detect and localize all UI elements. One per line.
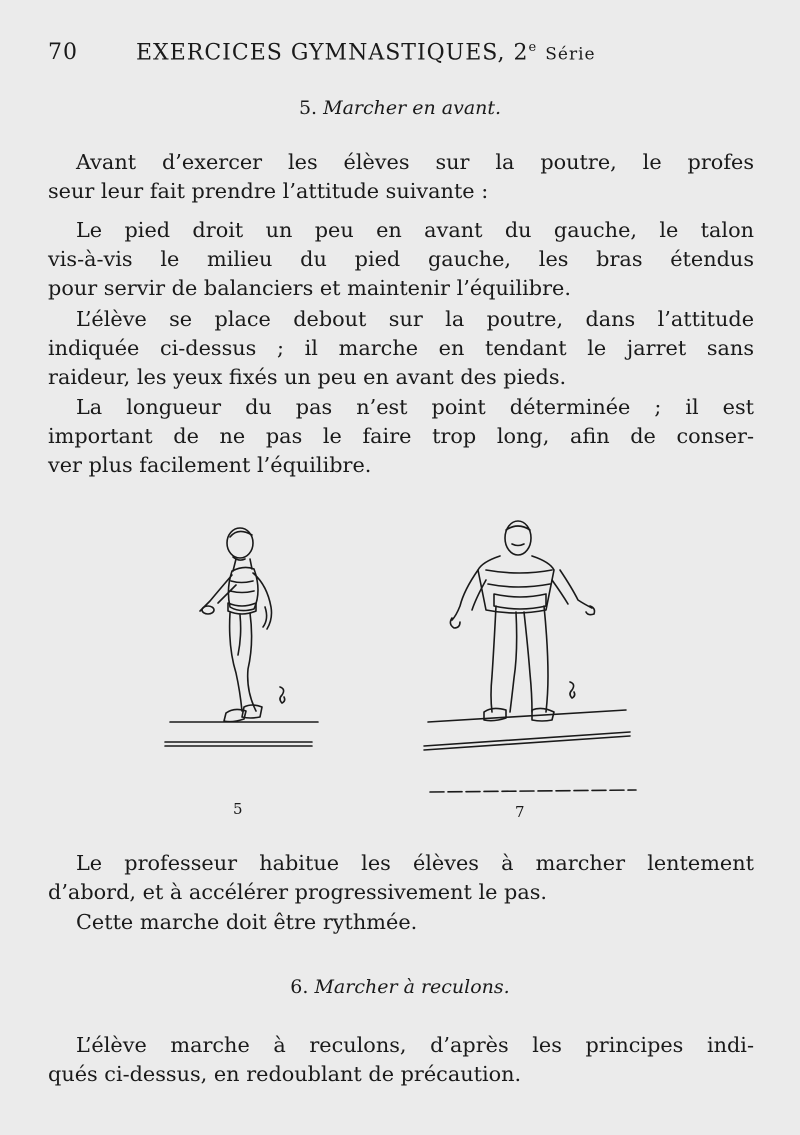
figure-7-illustration (420, 510, 640, 800)
paragraph-2 (48, 216, 754, 304)
page-number: 70 (48, 40, 78, 65)
section-6-title: Marcher à reculons. (314, 976, 510, 998)
running-header (48, 40, 668, 76)
paragraph-line: indiquée ci-dessus ; il marche en tendant le jarret sans (48, 336, 754, 361)
paragraph-1 (48, 148, 754, 206)
running-title-series: Série (545, 44, 596, 65)
paragraph-line: qués ci-dessus, en redoublant de précaution. (48, 1062, 522, 1087)
section-6-number: 6. (290, 976, 309, 998)
paragraph-line: raideur, les yeux fixés un peu en avant des pieds. (48, 365, 567, 390)
running-title-superscript: e (528, 40, 538, 55)
section-5-title: Marcher en avant. (323, 97, 502, 119)
paragraph-line: La longueur du pas n’est point déterminée ; il est (76, 395, 754, 419)
section-6-heading (0, 976, 800, 998)
paragraph-line: Cette marche doit être rythmée. (76, 910, 418, 934)
figure-5-label: 5 (233, 800, 243, 818)
running-title-main: EXERCICES GYMNASTIQUES, 2 (136, 40, 529, 66)
paragraph-line: important de ne pas le faire trop long, afin de conser- (48, 424, 754, 449)
paragraph-6 (48, 908, 754, 937)
paragraph-line: L’élève marche à reculons, d’après les principes indi- (76, 1033, 754, 1057)
paragraph-3 (48, 305, 754, 393)
paragraph-7 (48, 1031, 754, 1089)
figure-7-label: 7 (515, 803, 525, 821)
figure-5-illustration (160, 515, 330, 755)
paragraph-line: L’élève se place debout sur la poutre, dans l’attitude (76, 307, 754, 331)
paragraph-5 (48, 849, 754, 907)
paragraph-line: Le pied droit un peu en avant du gauche, le talon (76, 218, 754, 242)
paragraph-line: vis-à-vis le milieu du pied gauche, les bras étendus (48, 247, 754, 272)
section-5-heading (0, 97, 800, 119)
paragraph-line: ver plus facilement l’équilibre. (48, 453, 372, 478)
paragraph-4 (48, 393, 754, 481)
section-5-number: 5. (298, 97, 318, 119)
paragraph-line: pour servir de balanciers et maintenir l’équilibre. (48, 276, 571, 301)
running-title (136, 40, 596, 65)
paragraph-line: seur leur fait prendre l’attitude suivante : (48, 179, 489, 204)
paragraph-line: Avant d’exercer les élèves sur la poutre, le profes (76, 150, 754, 174)
paragraph-line: d’abord, et à accélérer progressivement le pas. (48, 880, 548, 905)
paragraph-line: Le professeur habitue les élèves à marcher lentement (76, 851, 754, 875)
